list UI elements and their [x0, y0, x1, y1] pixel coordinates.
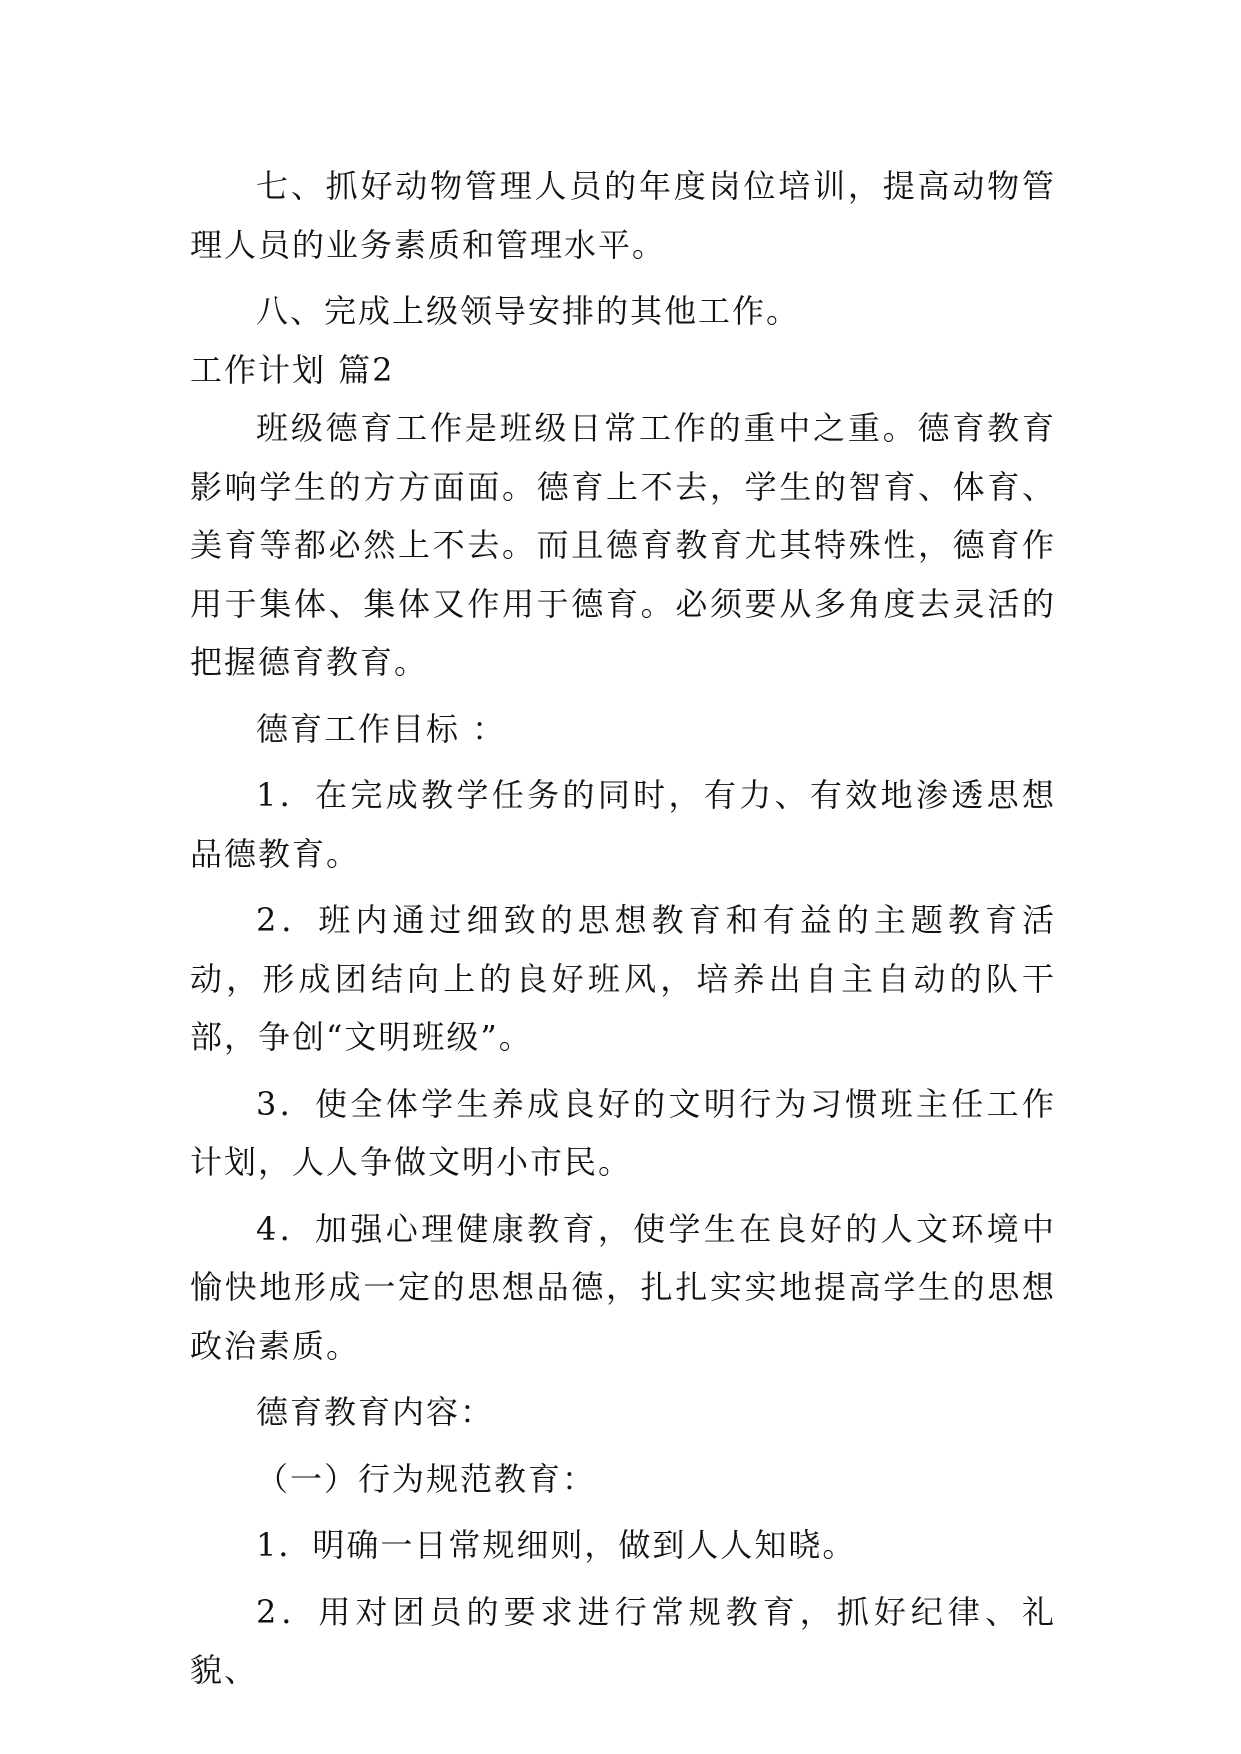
paragraph-item-8: 八、完成上级领导安排的其他工作。	[256, 292, 801, 330]
paragraph-item-1: 1．明确一日常规细则，做到人人知晓。	[256, 1526, 857, 1564]
document-body	[190, 157, 1056, 1700]
paragraph-goal-4: 4．加强心理健康教育，使学生在良好的人文环境中愉快地形成一定的思想品德，扎扎实实地提高学生的思想政治素质。	[190, 1209, 1056, 1365]
paragraph-item-2: 2．用对团员的要求进行常规教育，抓好纪律、礼貌、	[190, 1592, 1056, 1689]
paragraph-goal-2: 2．班内通过细致的思想教育和有益的主题教育活动，形成团结向上的良好班风，培养出自主自动的队干部，争创“文明班级”。	[190, 901, 1056, 1056]
paragraph-intro: 班级德育工作是班级日常工作的重中之重。德育教育影响学生的方方面面。德育上不去，学生的智育、体育、美育等都必然上不去。而且德育教育尤其特殊性，德育作用于集体、集体又作用于德育。必须要从多角度去灵活的把握德育教育。	[190, 409, 1056, 681]
paragraph-goal-3: 3．使全体学生养成良好的文明行为习惯班主任工作计划，人人争做文明小市民。	[190, 1084, 1056, 1181]
paragraph-goal-1: 1．在完成教学任务的同时，有力、有效地渗透思想品德教育。	[190, 776, 1056, 873]
paragraph-content-heading: 德育教育内容：	[256, 1393, 495, 1431]
section-heading: 工作计划 篇2	[190, 350, 395, 389]
paragraph-item-7: 七、抓好动物管理人员的年度岗位培训，提高动物管理人员的业务素质和管理水平。	[190, 167, 1056, 264]
paragraph-subheading-1: （一）行为规范教育：	[256, 1459, 597, 1498]
paragraph-goals-heading: 德育工作目标 ：	[256, 709, 507, 748]
